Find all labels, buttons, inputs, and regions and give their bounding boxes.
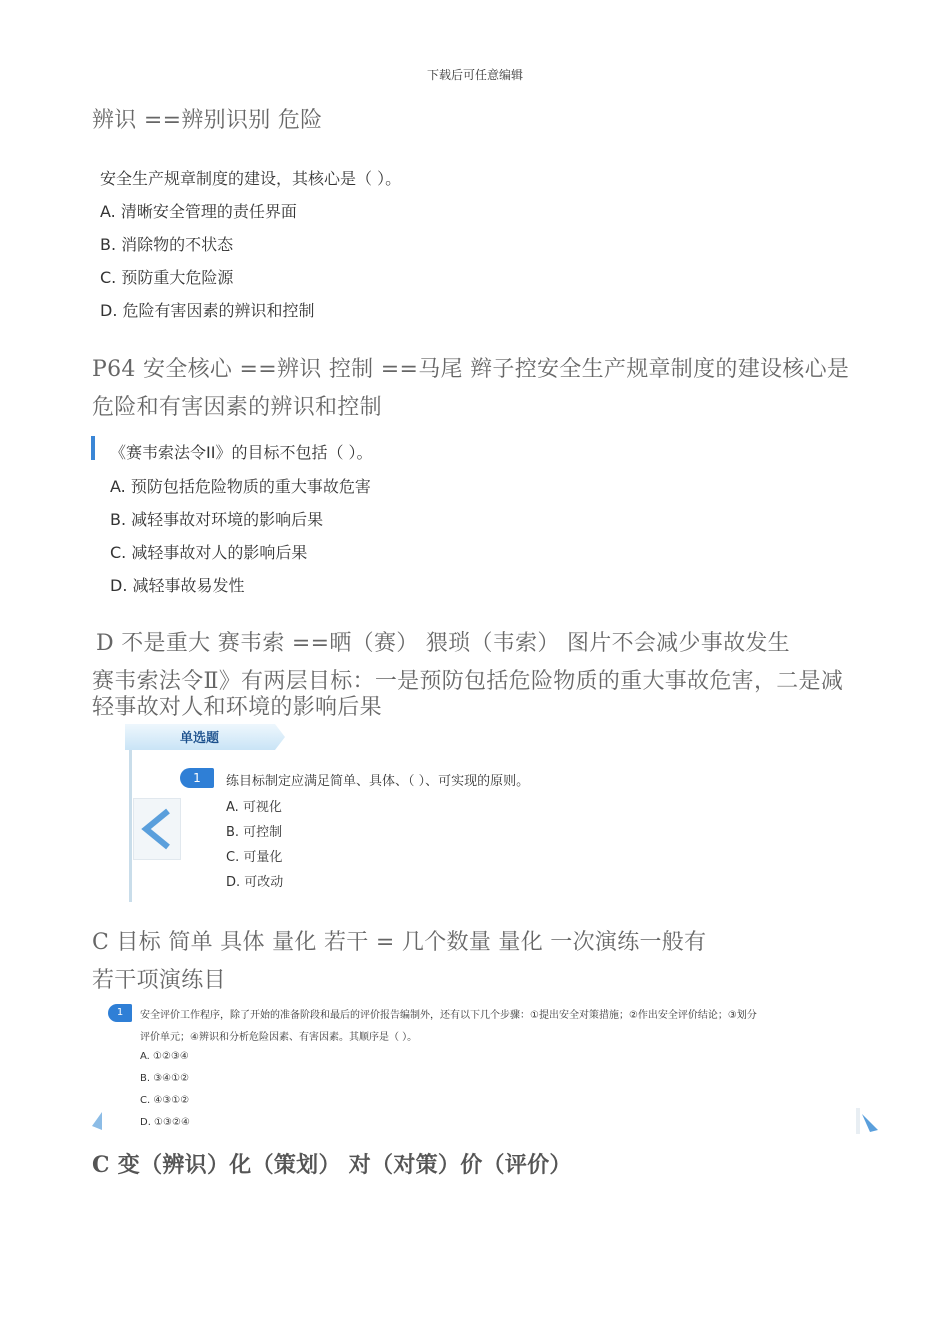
question-2-option-d: D. 减轻事故易发性 <box>110 576 245 595</box>
question-1-option-d: D. 危险有害因素的辨识和控制 <box>100 301 315 320</box>
question-4-option-c: C. ④③①② <box>140 1095 190 1106</box>
note-4-line-1: 赛韦索法令Ⅱ》有两层目标：一是预防包括危险物质的重大事故危害，二是减 <box>92 669 844 694</box>
question-2-option-b: B. 减轻事故对环境的影响后果 <box>110 510 324 529</box>
question-1-stem: 安全生产规章制度的建设，其核心是（ ）。 <box>100 169 402 188</box>
section-label: 单选题 <box>180 731 220 746</box>
left-corner-arrow-icon[interactable] <box>90 1108 106 1134</box>
question-3-option-c: C. 可量化 <box>226 850 283 865</box>
question-2-stem: 《赛韦索法令II》的目标不包括（ ）。 <box>110 443 373 462</box>
question-4-option-a: A. ①②③④ <box>140 1051 189 1062</box>
question-1-option-a: A. 清晰安全管理的责任界面 <box>100 202 297 221</box>
note-5-line-1: C 目标 简单 具体 量化 若干 = 几个数量 量化 一次演练一般有 <box>92 930 707 955</box>
chevron-left-icon <box>134 799 180 859</box>
question-4-option-d: D. ①③②④ <box>140 1117 190 1128</box>
panel-left-border <box>129 750 132 902</box>
prev-nav-button[interactable] <box>133 798 181 860</box>
question-2-option-a: A. 预防包括危险物质的重大事故危害 <box>110 477 371 496</box>
note-2-line-2: 危险和有害因素的辨识和控制 <box>92 395 382 420</box>
question-3-number-badge: 1 <box>180 768 214 788</box>
question-4-stem-line-1: 安全评价工作程序，除了开始的准备阶段和最后的评价报告编制外，还有以下几个步骤：①提出安全对策措施；②作出安全评价结论；③划分 <box>140 1010 757 1021</box>
question-2-accent-bar <box>91 436 95 460</box>
question-1-option-b: B. 消除物的不状态 <box>100 235 234 254</box>
page-header: 下载后可任意编辑 <box>426 68 523 82</box>
question-2-option-c: C. 减轻事故对人的影响后果 <box>110 543 308 562</box>
note-5-line-2: 若干项演练目 <box>92 968 226 993</box>
section-ribbon <box>125 724 295 750</box>
right-corner-arrow-icon[interactable] <box>856 1108 880 1134</box>
note-6: C 变（辨识）化（策划） 对（对策）价（评价） <box>92 1152 572 1178</box>
note-3: D 不是重大 赛韦索 ==晒（赛） 猥琐（韦索） 图片不会减少事故发生 <box>96 631 790 656</box>
note-2-line-1: P64 安全核心 ==辨识 控制 ==马尾 辫子控安全生产规章制度的建设核心是 <box>92 357 850 382</box>
note-1: 辨识 ==辨别识别 危险 <box>92 108 323 133</box>
question-3-option-a: A. 可视化 <box>226 800 282 815</box>
question-4-number-badge: 1 <box>108 1004 132 1022</box>
question-3-option-d: D. 可改动 <box>226 875 284 890</box>
question-4-option-b: B. ③④①② <box>140 1073 190 1084</box>
note-4-line-2: 轻事故对人和环境的影响后果 <box>92 695 382 720</box>
question-1-option-c: C. 预防重大危险源 <box>100 268 234 287</box>
question-4-stem-line-2: 评价单元；④辨识和分析危险因素、有害因素。其顺序是（ ）。 <box>140 1032 418 1043</box>
question-3-stem: 练目标制定应满足简单、具体、（ ）、可实现的原则。 <box>226 774 530 789</box>
question-3-option-b: B. 可控制 <box>226 825 283 840</box>
